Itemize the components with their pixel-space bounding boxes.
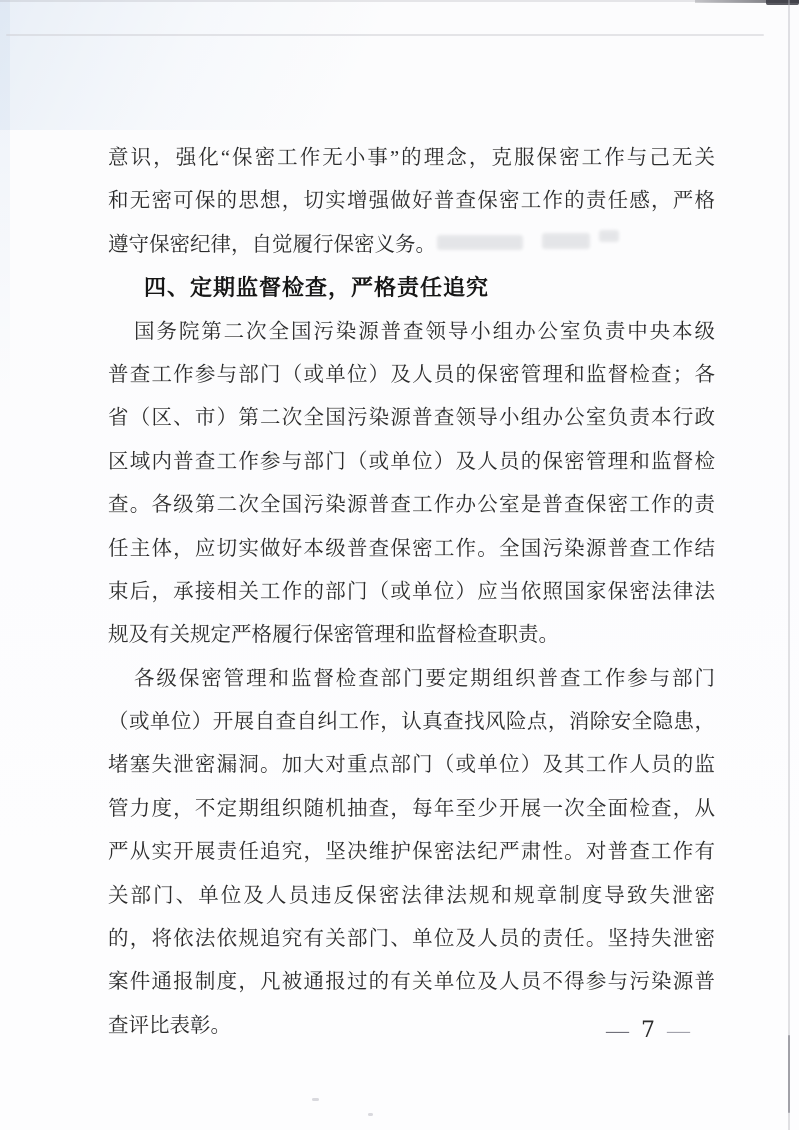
text-line: 查评比表彰。 [108,1014,231,1037]
text-line: 各级保密管理和监督检查部门要定期组织普查工作参与部门 [134,667,715,690]
scan-tint-left-edge [0,0,10,420]
scan-blob-top-right-corner [766,0,799,5]
text-line: 案件通报制度，凡被通报过的有关单位及人员不得参与污染源普 [108,971,715,994]
scan-artifact-top-line [6,34,764,36]
text-line: 堵塞失泄密漏洞。加大对重点部门（或单位）及其工作人员的监 [108,754,715,777]
scan-top-edge-shadow [0,0,799,2]
page-footer [606,1016,690,1046]
text-line: 任主体，应切实做好本级普查保密工作。全国污染源普查工作结 [108,537,715,560]
text-line: 遵守保密纪律，自觉履行保密义务。 [108,233,436,256]
text-line: （或单位）开展自查自纠工作，认真查找风险点，消除安全隐患， [108,711,715,734]
scan-tint-top-left [0,0,560,130]
scan-speck [368,1113,373,1116]
text-line: 的，将依法依规追究有关部门、单位及人员的责任。坚持失泄密 [108,928,715,951]
scan-edge-right-dark-segment [788,1035,790,1113]
text-line: 管力度，不定期组织随机抽查，每年至少开展一次全面检查，从 [108,797,715,820]
document-text-block [108,137,715,1048]
text-line: 省（区、市）第二次全国污染源普查领导小组办公室负责本行政 [108,407,715,430]
page-number: 7 [641,1018,655,1043]
text-line: 关部门、单位及人员违反保密法律法规和规章制度导致失泄密 [108,884,715,907]
footer-dash-right: — [667,1018,690,1043]
text-line: 区域内普查工作参与部门（或单位）及人员的保密管理和监督检 [108,450,715,473]
text-line: 束后，承接相关工作的部门（或单位）应当依照国家保密法律法 [108,580,715,603]
scan-edge-right [788,0,790,1130]
section-heading: 四、定期监督检查，严格责任追究 [144,276,490,302]
text-line: 国务院第二次全国污染源普查领导小组办公室负责中央本级 [134,320,715,343]
text-line: 严从实开展责任追究，坚决维护保密法纪严肃性。对普查工作有 [108,841,715,864]
text-line: 意识，强化“保密工作无小事”的理念，克服保密工作与己无关 [108,147,715,169]
text-line: 查。各级第二次全国污染源普查工作办公室是普查保密工作的责 [108,494,715,517]
text-line: 普查工作参与部门（或单位）及人员的保密管理和监督检查；各 [108,363,715,386]
footer-dash-left: — [606,1018,629,1043]
text-line: 和无密可保的思想，切实增强做好普查保密工作的责任感，严格 [108,190,715,213]
text-line: 规及有关规定严格履行保密管理和监督检查职责。 [108,624,559,647]
scan-speck [312,1098,319,1101]
